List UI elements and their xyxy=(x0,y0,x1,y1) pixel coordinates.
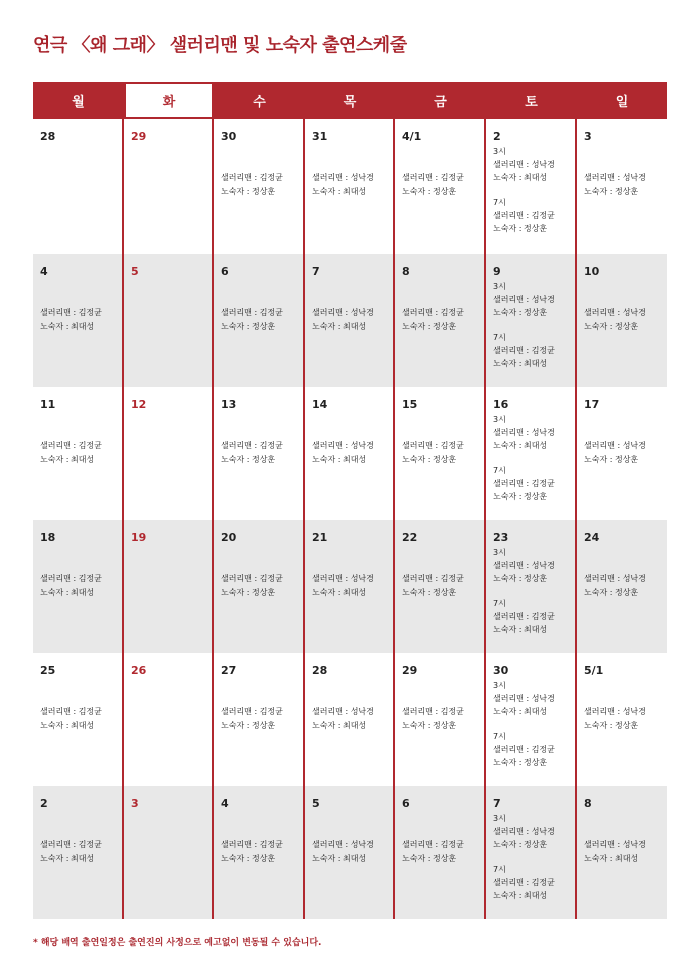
day-number: 16 xyxy=(493,398,509,411)
cast-line: 노숙자 : 정상훈 xyxy=(221,187,276,196)
day-number: 5/1 xyxy=(584,664,604,677)
show-gap xyxy=(493,184,555,196)
day-cell xyxy=(214,254,305,387)
footnote: * 해당 배역 출연일정은 출연진의 사정으로 예고없이 변동될 수 있습니다. xyxy=(33,938,322,948)
day-number: 5 xyxy=(131,265,139,278)
cast-line: 노숙자 : 정상훈 xyxy=(221,588,276,597)
cast-line: 노숙자 : 정상훈 xyxy=(402,854,457,863)
day-number: 2 xyxy=(40,797,48,810)
day-cell xyxy=(124,653,214,786)
cast-list xyxy=(402,838,464,866)
day-number: 26 xyxy=(131,664,147,677)
day-cell xyxy=(577,653,667,786)
cast-list xyxy=(584,838,646,866)
day-number: 10 xyxy=(584,265,600,278)
cast-line: 샐러리맨 : 성낙경 xyxy=(493,694,555,703)
show-gap xyxy=(493,851,555,863)
day-cell xyxy=(305,254,395,387)
cast-list xyxy=(584,572,646,600)
cast-line: 노숙자 : 정상훈 xyxy=(221,854,276,863)
day-number: 27 xyxy=(221,664,237,677)
cast-line: 노숙자 : 최대성 xyxy=(312,721,367,730)
cast-line: 샐러리맨 : 성낙경 xyxy=(312,308,374,317)
cast-line: 노숙자 : 최대성 xyxy=(312,187,367,196)
day-number: 24 xyxy=(584,531,600,544)
cast-line: 샐러리맨 : 김정균 xyxy=(402,707,464,716)
cast-line: 샐러리맨 : 김정균 xyxy=(221,173,283,182)
day-cell xyxy=(577,387,667,520)
show-times xyxy=(493,280,555,370)
week-row xyxy=(33,387,667,520)
cast-line: 노숙자 : 정상훈 xyxy=(493,574,548,583)
day-cell xyxy=(124,387,214,520)
day-number: 18 xyxy=(40,531,56,544)
cast-list xyxy=(312,306,374,334)
day-cell xyxy=(214,387,305,520)
day-number: 6 xyxy=(221,265,229,278)
cast-line: 노숙자 : 정상훈 xyxy=(493,758,548,767)
day-cell xyxy=(395,653,486,786)
day-cell xyxy=(33,786,124,919)
cast-line: 샐러리맨 : 김정균 xyxy=(493,479,555,488)
day-cell xyxy=(395,119,486,254)
cast-list xyxy=(40,572,102,600)
day-cell xyxy=(395,786,486,919)
show-times xyxy=(493,413,555,503)
day-cell xyxy=(214,119,305,254)
day-number: 22 xyxy=(402,531,418,544)
weekday-wed: 수 xyxy=(253,95,266,110)
cast-line: 샐러리맨 : 성낙경 xyxy=(584,441,646,450)
cast-line: 노숙자 : 정상훈 xyxy=(221,721,276,730)
week-row xyxy=(33,254,667,387)
week-row xyxy=(33,786,667,919)
day-number: 31 xyxy=(312,130,328,143)
cast-line: 노숙자 : 최대성 xyxy=(40,854,95,863)
cast-line: 노숙자 : 정상훈 xyxy=(402,187,457,196)
cast-line: 샐러리맨 : 김정균 xyxy=(40,707,102,716)
cast-line: 노숙자 : 정상훈 xyxy=(402,455,457,464)
show-gap xyxy=(493,319,555,331)
cast-line: 샐러리맨 : 김정균 xyxy=(402,574,464,583)
cast-line: 샐러리맨 : 성낙경 xyxy=(312,173,374,182)
day-number: 11 xyxy=(40,398,56,411)
cast-line: 샐러리맨 : 김정균 xyxy=(402,308,464,317)
day-number: 3 xyxy=(131,797,139,810)
cast-list xyxy=(402,572,464,600)
show-time: 7시 xyxy=(493,865,506,874)
cast-list xyxy=(402,171,464,199)
cast-list xyxy=(402,439,464,467)
cast-line: 노숙자 : 최대성 xyxy=(40,721,95,730)
schedule-calendar xyxy=(33,82,667,919)
cast-line: 노숙자 : 정상훈 xyxy=(221,455,276,464)
cast-line: 샐러리맨 : 김정균 xyxy=(493,612,555,621)
day-cell xyxy=(486,119,577,254)
day-cell xyxy=(214,786,305,919)
day-number: 30 xyxy=(493,664,509,677)
show-time: 7시 xyxy=(493,599,506,608)
day-number: 5 xyxy=(312,797,320,810)
cast-line: 노숙자 : 정상훈 xyxy=(584,721,639,730)
show-time: 3시 xyxy=(493,681,506,690)
show-time: 7시 xyxy=(493,198,506,207)
cast-line: 샐러리맨 : 김정균 xyxy=(221,574,283,583)
show-time: 7시 xyxy=(493,333,506,342)
cast-list xyxy=(221,171,283,199)
day-number: 13 xyxy=(221,398,237,411)
day-cell xyxy=(124,786,214,919)
cast-line: 노숙자 : 최대성 xyxy=(312,455,367,464)
cast-list xyxy=(40,306,102,334)
week-row xyxy=(33,653,667,786)
cast-line: 샐러리맨 : 김정균 xyxy=(40,441,102,450)
show-time: 3시 xyxy=(493,282,506,291)
show-time: 3시 xyxy=(493,415,506,424)
cast-line: 샐러리맨 : 김정균 xyxy=(221,308,283,317)
day-cell xyxy=(305,786,395,919)
cast-line: 노숙자 : 최대성 xyxy=(312,322,367,331)
cast-line: 샐러리맨 : 성낙경 xyxy=(584,707,646,716)
cast-line: 샐러리맨 : 성낙경 xyxy=(584,173,646,182)
cast-list xyxy=(221,306,283,334)
cast-list xyxy=(221,572,283,600)
cast-line: 노숙자 : 최대성 xyxy=(493,707,548,716)
cast-line: 노숙자 : 정상훈 xyxy=(493,492,548,501)
cast-list xyxy=(221,838,283,866)
day-cell xyxy=(577,119,667,254)
cast-line: 샐러리맨 : 성낙경 xyxy=(493,160,555,169)
day-cell xyxy=(33,254,124,387)
day-number: 3 xyxy=(584,130,592,143)
cast-list xyxy=(312,705,374,733)
show-times xyxy=(493,812,555,902)
cast-line: 샐러리맨 : 김정균 xyxy=(402,441,464,450)
day-number: 4 xyxy=(40,265,48,278)
calendar-weeks xyxy=(33,119,667,919)
cast-list xyxy=(312,572,374,600)
show-times xyxy=(493,145,555,235)
day-number: 28 xyxy=(40,130,56,143)
weekday-fri: 금 xyxy=(434,95,447,110)
day-cell xyxy=(124,254,214,387)
show-time: 7시 xyxy=(493,466,506,475)
cast-line: 노숙자 : 정상훈 xyxy=(584,187,639,196)
day-cell xyxy=(305,653,395,786)
cast-line: 샐러리맨 : 성낙경 xyxy=(493,827,555,836)
day-number: 23 xyxy=(493,531,509,544)
day-number: 7 xyxy=(493,797,501,810)
cast-list xyxy=(40,439,102,467)
cast-list xyxy=(221,439,283,467)
day-cell xyxy=(33,520,124,653)
day-cell xyxy=(486,786,577,919)
cast-line: 노숙자 : 정상훈 xyxy=(584,588,639,597)
cast-line: 노숙자 : 정상훈 xyxy=(402,322,457,331)
cast-line: 샐러리맨 : 성낙경 xyxy=(584,308,646,317)
day-cell xyxy=(305,387,395,520)
day-number: 17 xyxy=(584,398,600,411)
cast-line: 노숙자 : 최대성 xyxy=(493,891,548,900)
cast-list xyxy=(584,439,646,467)
show-gap xyxy=(493,718,555,730)
day-cell xyxy=(486,653,577,786)
cast-line: 샐러리맨 : 김정균 xyxy=(402,173,464,182)
cast-line: 노숙자 : 정상훈 xyxy=(493,224,548,233)
cast-line: 노숙자 : 최대성 xyxy=(493,625,548,634)
cast-line: 샐러리맨 : 성낙경 xyxy=(493,428,555,437)
cast-line: 노숙자 : 최대성 xyxy=(312,588,367,597)
cast-line: 샐러리맨 : 김정균 xyxy=(493,211,555,220)
day-number: 7 xyxy=(312,265,320,278)
day-number: 19 xyxy=(131,531,147,544)
cast-line: 샐러리맨 : 성낙경 xyxy=(312,441,374,450)
day-cell xyxy=(124,119,214,254)
day-number: 30 xyxy=(221,130,237,143)
cast-line: 노숙자 : 정상훈 xyxy=(493,840,548,849)
cast-line: 샐러리맨 : 김정균 xyxy=(493,346,555,355)
week-row xyxy=(33,520,667,653)
cast-line: 샐러리맨 : 김정균 xyxy=(402,840,464,849)
weekday-tue: 화 xyxy=(124,82,214,119)
day-number: 15 xyxy=(402,398,418,411)
cast-line: 노숙자 : 최대성 xyxy=(40,588,95,597)
day-number: 8 xyxy=(402,265,410,278)
day-cell xyxy=(33,653,124,786)
show-times xyxy=(493,679,555,769)
day-cell xyxy=(486,254,577,387)
day-cell xyxy=(305,520,395,653)
cast-line: 샐러리맨 : 성낙경 xyxy=(493,561,555,570)
day-cell xyxy=(214,653,305,786)
day-cell xyxy=(395,387,486,520)
cast-list xyxy=(402,306,464,334)
cast-list xyxy=(402,705,464,733)
cast-line: 노숙자 : 최대성 xyxy=(493,173,548,182)
cast-line: 샐러리맨 : 성낙경 xyxy=(312,840,374,849)
cast-line: 노숙자 : 정상훈 xyxy=(221,322,276,331)
show-gap xyxy=(493,452,555,464)
cast-line: 노숙자 : 최대성 xyxy=(493,359,548,368)
day-cell xyxy=(33,119,124,254)
show-time: 3시 xyxy=(493,147,506,156)
cast-line: 샐러리맨 : 김정균 xyxy=(493,878,555,887)
day-number: 8 xyxy=(584,797,592,810)
day-number: 12 xyxy=(131,398,147,411)
cast-line: 샐러리맨 : 성낙경 xyxy=(312,707,374,716)
day-cell xyxy=(395,520,486,653)
cast-list xyxy=(584,171,646,199)
day-cell xyxy=(305,119,395,254)
day-number: 4/1 xyxy=(402,130,422,143)
day-cell xyxy=(486,520,577,653)
weekday-sat: 토 xyxy=(525,95,538,110)
cast-list xyxy=(221,705,283,733)
weekday-thu: 목 xyxy=(343,95,357,110)
day-number: 20 xyxy=(221,531,237,544)
cast-list xyxy=(40,838,102,866)
cast-line: 샐러리맨 : 성낙경 xyxy=(584,840,646,849)
show-time: 7시 xyxy=(493,732,506,741)
cast-line: 노숙자 : 정상훈 xyxy=(493,308,548,317)
cast-list xyxy=(312,439,374,467)
cast-line: 샐러리맨 : 성낙경 xyxy=(312,574,374,583)
day-number: 14 xyxy=(312,398,328,411)
day-cell xyxy=(577,254,667,387)
cast-line: 샐러리맨 : 김정균 xyxy=(40,308,102,317)
show-gap xyxy=(493,585,555,597)
day-number: 25 xyxy=(40,664,56,677)
cast-line: 샐러리맨 : 김정균 xyxy=(221,441,283,450)
cast-line: 샐러리맨 : 김정균 xyxy=(493,745,555,754)
cast-line: 샐러리맨 : 성낙경 xyxy=(584,574,646,583)
cast-line: 샐러리맨 : 김정균 xyxy=(221,840,283,849)
day-cell xyxy=(214,520,305,653)
cast-line: 샐러리맨 : 김정균 xyxy=(40,840,102,849)
cast-list xyxy=(312,171,374,199)
cast-line: 노숙자 : 최대성 xyxy=(493,441,548,450)
day-number: 4 xyxy=(221,797,229,810)
cast-list xyxy=(40,705,102,733)
show-time: 3시 xyxy=(493,814,506,823)
weekday-sun: 일 xyxy=(615,95,629,110)
cast-list xyxy=(584,705,646,733)
weekday-mon: 월 xyxy=(72,95,85,110)
cast-line: 노숙자 : 정상훈 xyxy=(584,455,639,464)
show-time: 3시 xyxy=(493,548,506,557)
day-cell xyxy=(33,387,124,520)
day-number: 29 xyxy=(402,664,418,677)
day-number: 9 xyxy=(493,265,501,278)
cast-line: 샐러리맨 : 성낙경 xyxy=(493,295,555,304)
day-number: 2 xyxy=(493,130,501,143)
cast-line: 노숙자 : 정상훈 xyxy=(584,322,639,331)
day-number: 6 xyxy=(402,797,410,810)
cast-line: 노숙자 : 정상훈 xyxy=(402,588,457,597)
page-title: 연극 〈왜 그래〉 샐러리맨 및 노숙자 출연스케줄 xyxy=(33,35,407,56)
cast-list xyxy=(584,306,646,334)
weekday-header xyxy=(33,82,667,119)
day-cell xyxy=(124,520,214,653)
day-number: 21 xyxy=(312,531,328,544)
cast-list xyxy=(312,838,374,866)
week-row xyxy=(33,119,667,254)
day-cell xyxy=(577,520,667,653)
cast-line: 샐러리맨 : 김정균 xyxy=(40,574,102,583)
cast-line: 노숙자 : 최대성 xyxy=(312,854,367,863)
cast-line: 노숙자 : 정상훈 xyxy=(402,721,457,730)
day-cell xyxy=(577,786,667,919)
show-times xyxy=(493,546,555,636)
day-cell xyxy=(486,387,577,520)
cast-line: 노숙자 : 최대성 xyxy=(40,322,95,331)
cast-line: 노숙자 : 최대성 xyxy=(584,854,639,863)
day-number: 28 xyxy=(312,664,328,677)
day-cell xyxy=(395,254,486,387)
day-number: 29 xyxy=(131,130,147,143)
cast-line: 샐러리맨 : 김정균 xyxy=(221,707,283,716)
cast-line: 노숙자 : 최대성 xyxy=(40,455,95,464)
